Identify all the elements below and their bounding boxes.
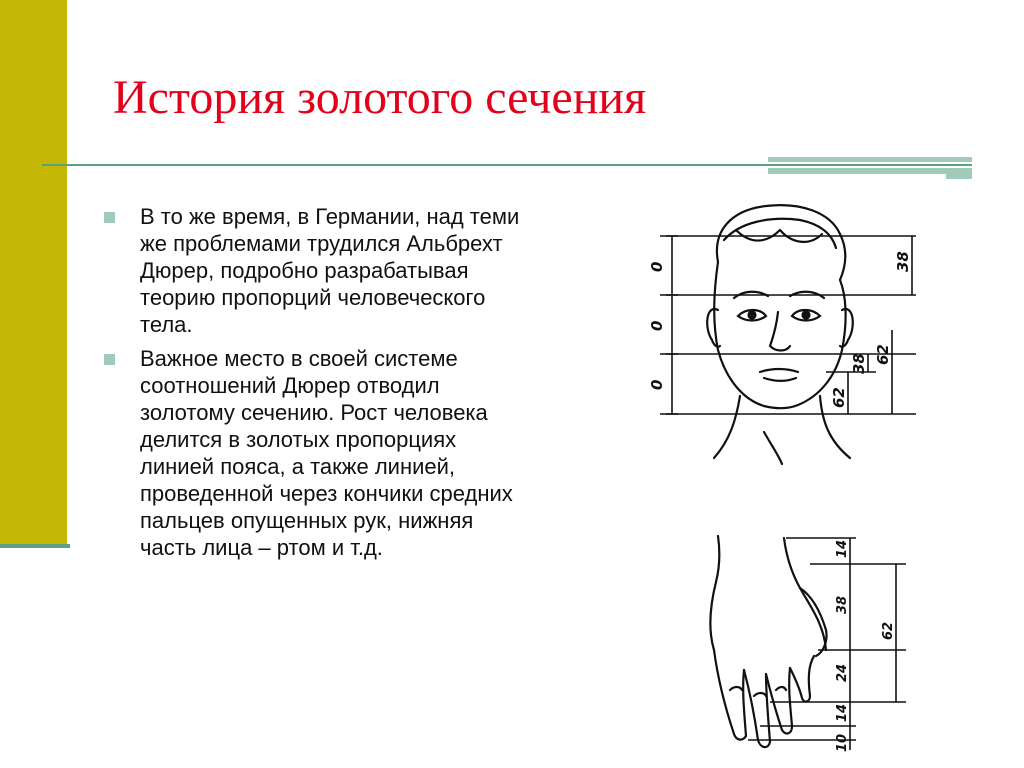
head-dim-label-right: 38 [850, 353, 868, 374]
hand-proportion-drawing [700, 530, 930, 760]
head-dim-label-left: 0 [648, 379, 666, 390]
head-dim-label-left: 0 [648, 320, 666, 331]
hand-dim-label: 38 [835, 595, 850, 614]
hand-dim-label: 14 [835, 539, 850, 558]
hand-dim-label: 14 [835, 703, 850, 722]
bullet-list [104, 203, 524, 568]
title-divider [42, 164, 972, 166]
divider-accent-block [946, 174, 972, 179]
hand-dim-label: 24 [835, 663, 850, 682]
head-proportion-drawing [640, 200, 940, 470]
head-dim-label-left: 0 [648, 261, 666, 272]
square-bullet-icon [104, 354, 115, 365]
bullet-item [104, 345, 524, 561]
decorative-side-bar [0, 0, 67, 546]
divider-accent-block [768, 168, 972, 174]
bullet-text: Важное место в своей системе соотношений Дюрер отводил золотому сечению. Рост человека делится в золотых пропорциях линией пояса, а также линией, проведенной через кончики средних пальцев опущенных рук, нижняя часть лица – ртом и т.д. [140, 346, 513, 560]
side-bar-edge-line [0, 544, 70, 548]
slide-title: История золотого сечения [113, 71, 647, 124]
hand-dim-label: 10 [835, 733, 850, 752]
bullet-text: В то же время, в Германии, над теми же проблемами трудился Альбрехт Дюрер, подробно разрабатывая теорию пропорций человеческого тела. [140, 204, 520, 337]
square-bullet-icon [104, 212, 115, 223]
head-dim-label-right: 62 [830, 387, 848, 408]
head-dim-label-right: 38 [894, 251, 912, 272]
bullet-item [104, 203, 524, 338]
hand-dim-label: 62 [881, 621, 896, 640]
head-dim-label-right: 62 [874, 344, 892, 365]
divider-accent-block [768, 157, 972, 162]
